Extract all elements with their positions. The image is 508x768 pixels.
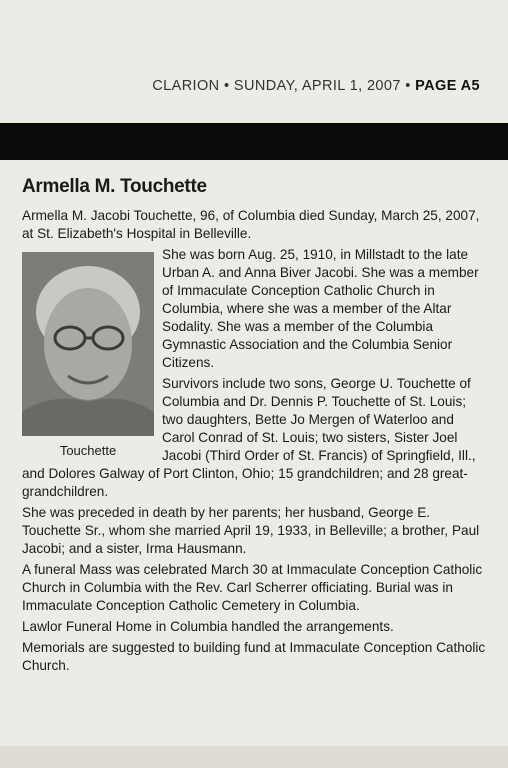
bottom-strip bbox=[0, 746, 508, 768]
obituary-survivors: Survivors include two sons, George U. Touchette of Columbia and Dr. Dennis P. Touchette of St. Louis; two daughters, Bette Jo Mergen of Waterloo and Carol Conrad of St. Louis; two sisters, Sister Joel Jacobi (Third Order of St. Francis) of Springfield, Ill., and Dolores Galway of Port Clinton, Ohio; 15 grandchildren; and 28 great-grandchildren. bbox=[22, 376, 476, 499]
photo-caption: Touchette bbox=[59, 443, 117, 458]
paper-name: CLARION bbox=[152, 78, 220, 94]
black-divider-bar bbox=[0, 123, 508, 160]
header-date: SUNDAY, APRIL 1, 2007 bbox=[233, 78, 401, 94]
page-header bbox=[0, 78, 480, 94]
obituary-intro: Armella M. Jacobi Touchette, 96, of Columbia died Sunday, March 25, 2007, at St. Elizabeth's Hospital in Belleville. bbox=[22, 208, 480, 241]
header-separator: • bbox=[405, 78, 416, 94]
obituary-memorials: Memorials are suggested to building fund at Immaculate Conception Catholic Church. bbox=[22, 640, 486, 673]
obituary-arrangements: Lawlor Funeral Home in Columbia handled the arrangements. bbox=[22, 619, 394, 634]
obituary-article bbox=[22, 176, 488, 678]
obituary-funeral: A funeral Mass was celebrated March 30 at Immaculate Conception Catholic Church in Columbia with the Rev. Carl Scherrer officiating. Burial was in Immaculate Conception Catholic Cemetery in Columbia. bbox=[22, 562, 483, 613]
photo-figure bbox=[22, 246, 154, 460]
header-separator: • bbox=[223, 78, 234, 94]
obituary-headline: Armella M. Touchette bbox=[22, 176, 207, 197]
page-number: PAGE A5 bbox=[415, 78, 480, 94]
obituary-preceded: She was preceded in death by her parents; her husband, George E. Touchette Sr., whom she married April 19, 1933, in Belleville; a brother, Paul Jacobi; and a sister, Irma Hausmann. bbox=[22, 505, 480, 556]
portrait-photo bbox=[22, 252, 154, 436]
obituary-bio: She was born Aug. 25, 1910, in Millstadt to the late Urban A. and Anna Biver Jacobi. She was a member of Immaculate Conception Catholic Church in Columbia, where she was a member of the Altar Sodality. She was a member of the Columbia Gymnastic Association and the Columbia Senior Citizens. bbox=[162, 247, 479, 370]
